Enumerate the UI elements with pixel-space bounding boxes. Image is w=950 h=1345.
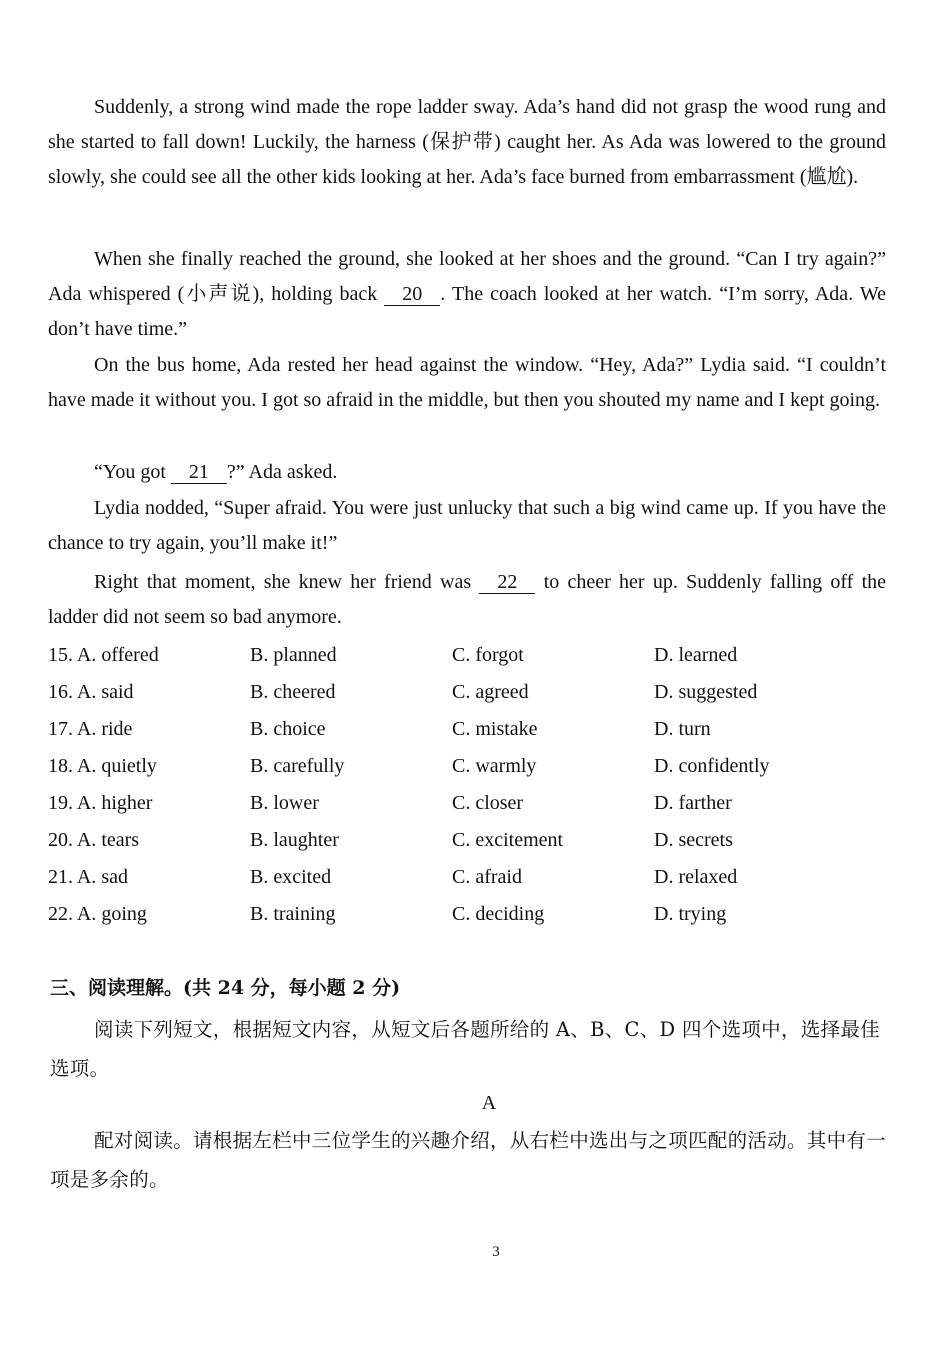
story-paragraph-4 xyxy=(48,455,886,490)
paragraph-2-text-after: . The coach looked at her watch. “I’m sorry, Ada. We don’t have time.” xyxy=(48,283,886,340)
option-b: B. laughter xyxy=(250,829,339,851)
story-paragraph-3: On the bus home, Ada rested her head against the window. “Hey, Ada?” Lydia said. “I couldn’t have made it without you. I got so afraid in the middle, but then you shouted my name and I kept going. xyxy=(48,354,886,411)
answer-options-table xyxy=(48,637,888,933)
option-d: D. secrets xyxy=(654,829,733,851)
option-b: B. choice xyxy=(250,718,326,740)
passage-label: A xyxy=(481,1092,497,1114)
question-22-options xyxy=(48,896,888,933)
option-d: D. learned xyxy=(654,644,738,666)
option-a: 17. A. ride xyxy=(48,718,133,740)
option-c: C. deciding xyxy=(452,903,545,925)
section-heading-reading: 三、阅读理解。(共 24 分，每小题 2 分) xyxy=(50,977,401,999)
option-c: C. closer xyxy=(452,792,524,814)
option-b: B. training xyxy=(250,903,336,925)
option-d: D. farther xyxy=(654,792,732,814)
question-17-options xyxy=(48,711,888,748)
question-20-options xyxy=(48,822,888,859)
option-c: C. afraid xyxy=(452,866,522,888)
option-b: B. carefully xyxy=(250,755,345,777)
question-19-options xyxy=(48,785,888,822)
option-c: C. mistake xyxy=(452,718,538,740)
option-a: 18. A. quietly xyxy=(48,755,157,777)
option-a: 16. A. said xyxy=(48,681,134,703)
option-c: C. warmly xyxy=(452,755,537,777)
option-c: C. excitement xyxy=(452,829,564,851)
story-paragraph-2 xyxy=(48,242,886,347)
option-a: 19. A. higher xyxy=(48,792,153,814)
question-16-options xyxy=(48,674,888,711)
paragraph-6-text-before: Right that moment, she knew her friend was xyxy=(94,571,472,593)
page-number: 3 xyxy=(492,1244,500,1260)
option-d: D. trying xyxy=(654,903,727,925)
blank-21: 21 xyxy=(171,461,227,484)
option-a: 21. A. sad xyxy=(48,866,128,888)
paragraph-4-text-after: ?” Ada asked. xyxy=(226,461,338,483)
option-d: D. relaxed xyxy=(654,866,738,888)
option-d: D. turn xyxy=(654,718,711,740)
matching-instruction: 配对阅读。请根据左栏中三位学生的兴趣介绍，从右栏中选出与之项匹配的活动。其中有一项是多余的。 xyxy=(50,1129,887,1191)
blank-20: 20 xyxy=(384,283,440,306)
option-b: B. lower xyxy=(250,792,319,814)
option-b: B. cheered xyxy=(250,681,336,703)
paragraph-2-text-before: When she finally reached the ground, she looked at her shoes and the ground. “Can I try again?” Ada whispered (小声说), holding back xyxy=(48,248,886,305)
option-a: 20. A. tears xyxy=(48,829,140,851)
story-paragraph-5: Lydia nodded, “Super afraid. You were just unlucky that such a big wind came up. If you have the chance to try again, you’ll make it!” xyxy=(48,497,886,554)
option-d: D. suggested xyxy=(654,681,758,703)
paragraph-4-text-before: “You got xyxy=(94,461,166,483)
blank-22: 22 xyxy=(479,571,535,594)
reading-instruction: 阅读下列短文，根据短文内容，从短文后各题所给的 A、B、C、D 四个选项中，选择最佳选项。 xyxy=(50,1018,880,1080)
question-21-options xyxy=(48,859,888,896)
option-b: B. planned xyxy=(250,644,337,666)
option-a: 15. A. offered xyxy=(48,644,159,666)
question-18-options xyxy=(48,748,888,785)
option-d: D. confidently xyxy=(654,755,770,777)
story-paragraph-1: Suddenly, a strong wind made the rope ladder sway. Ada’s hand did not grasp the wood rung and she started to fall down! Luckily, the harness (保护带) caught her. As Ada was lowered to the ground slowly, she could see all the other kids looking at her. Ada’s face burned from embarrassment (尴尬). xyxy=(48,96,886,188)
paragraph-6-text-after: to cheer her up. Suddenly falling off the ladder did not seem so bad anymore. xyxy=(48,571,887,628)
option-a: 22. A. going xyxy=(48,903,147,925)
story-paragraph-6 xyxy=(48,565,886,635)
option-c: C. agreed xyxy=(452,681,529,703)
question-15-options xyxy=(48,637,888,674)
option-c: C. forgot xyxy=(452,644,524,666)
option-b: B. excited xyxy=(250,866,332,888)
